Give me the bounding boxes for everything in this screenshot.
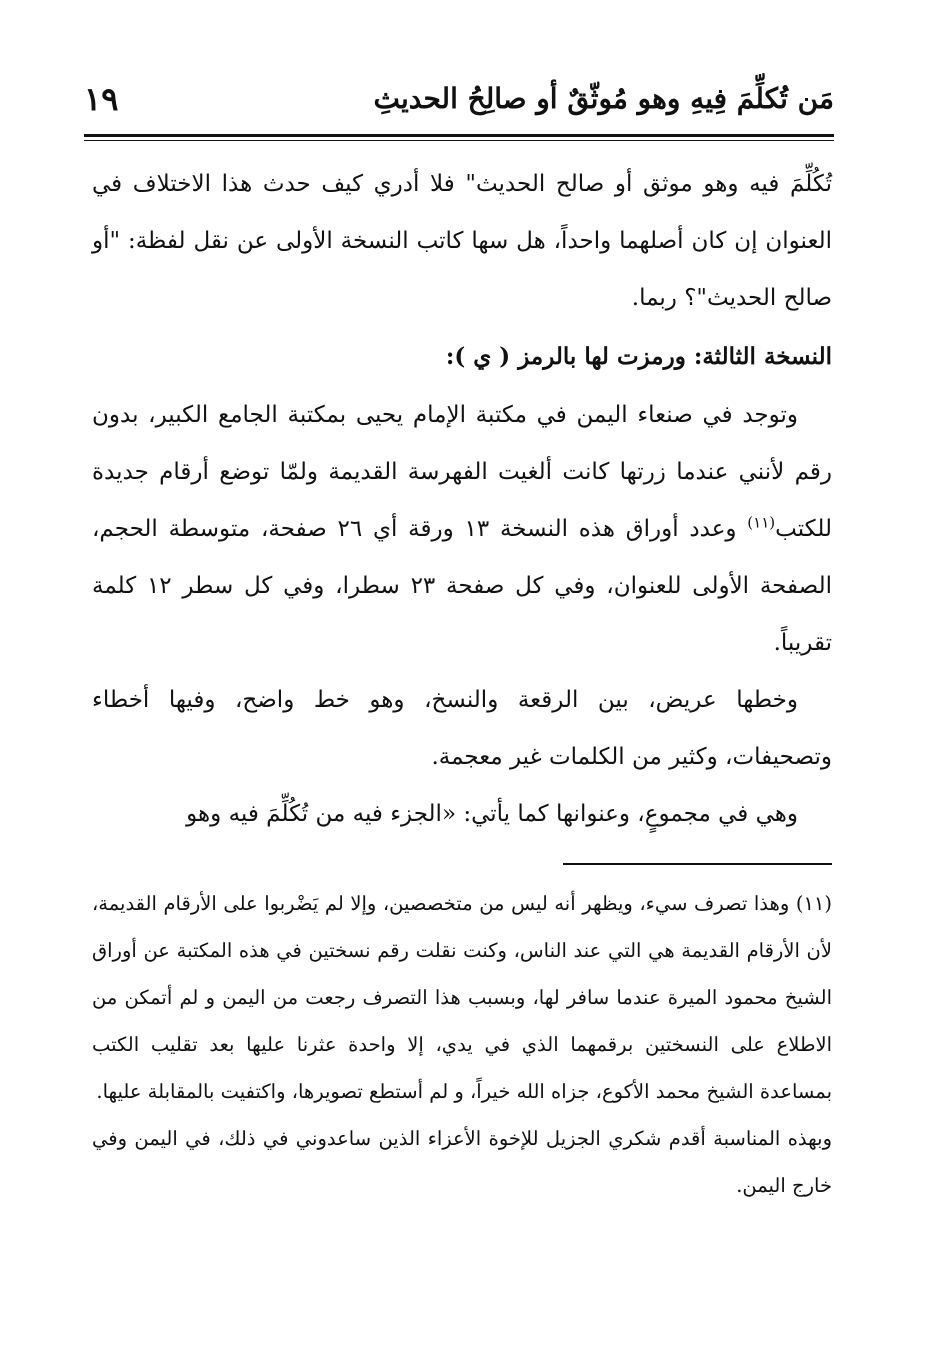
paragraph-continuation: تُكُلِّمَ فيه وهو موثق أو صالح الحديث" فلا أدري كيف حدث هذا الاختلاف في العنوان إن كان أصلهما واحداً، هل سها كاتب النسخة الأولى عن نقل لفظة: "أو صالح الحديث"؟ ربما. (92, 171, 832, 311)
footnote-separator (563, 863, 832, 865)
running-title: مَن تُكلِّمَ فِيهِ وهو مُوثّقٌ أو صالِحُ الحديثِ (373, 82, 834, 115)
footnote-reference: (١١) (747, 513, 776, 532)
paragraph-collection-title: وهي في مجموعٍ، وعنوانها كما يأتي: «الجزء فيه من تُكُلِّمَ فيه وهو (186, 801, 798, 827)
page-number: ١٩ (84, 80, 119, 118)
paragraph-text: وعدد أوراق هذه النسخة ١٣ ورقة أي ٢٦ صفحة، متوسطة الحجم، الصفحة الأولى للعنوان، وفي كل صفحة ٢٣ سطرا، وفي كل سطر ١٢ كلمة تقريباً. (92, 516, 832, 656)
header-rule-thin (84, 140, 834, 141)
main-text (92, 156, 832, 843)
paragraph-script-description: وخطها عريض، بين الرقعة والنسخ، وهو خط واضح، وفيها أخطاء وتصحيفات، وكثير من الكلمات غير معجمة. (92, 687, 832, 770)
footnote-thanks: وبهذه المناسبة أقدم شكري الجزيل للإخوة الأعزاء الذين ساعدوني في ذلك، في اليمن وفي خارج اليمن. (92, 1127, 832, 1197)
section-heading: النسخة الثالثة: ورمزت لها بالرمز ( ي ): (445, 343, 832, 370)
page-header (84, 78, 834, 128)
footnote-11: (١١) وهذا تصرف سيء، ويظهر أنه ليس من متخصصين، وإلا لم يَضْربوا على الأرقام القديمة، لأن الأرقام القديمة هي التي عند الناس، وكنت نقلت رقم نسختين في هذه المكتبة عن أوراق الشيخ محمود الميرة عندما سافر لها، وبسبب هذا التصرف رجعت من اليمن و لم أتمكن من الاطلاع على النسختين برقمهما الذي في يدي، إلا واحدة عثرنا عليها بعد تقليب الكتب بمساعدة الشيخ محمد الأكوع، جزاه الله خيراً، و لم أستطع تصويرها، واكتفيت بالمقابلة عليها. (92, 892, 832, 1103)
paragraph-manuscript-location (92, 387, 832, 672)
footnotes (92, 880, 832, 1209)
paragraph-text: وتوجد في صنعاء اليمن في مكتبة الإمام يحيى بمكتبة الجامع الكبير، بدون رقم لأنني عندما زرتها كانت ألغيت الفهرسة القديمة ولمّا توضع أرقام جديدة للكتب (92, 402, 832, 542)
header-rule (84, 134, 834, 137)
